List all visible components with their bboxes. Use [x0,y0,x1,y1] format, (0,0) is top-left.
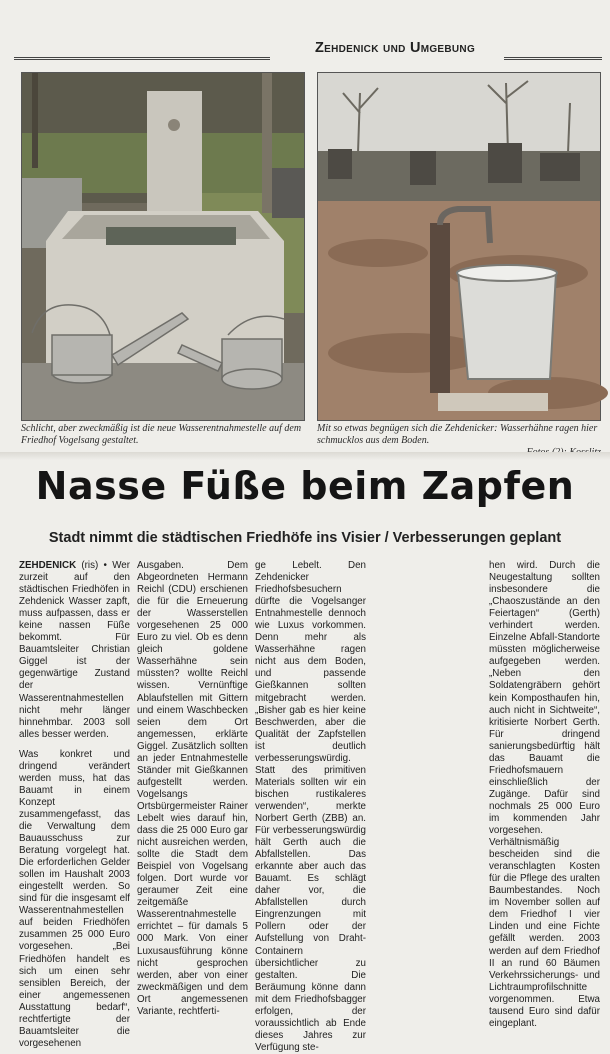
article-paragraph: hen wird. Durch die Neugestaltung sollten insbesondere die „Chaoszustände an den Feiertagen“ (Gerth) verhindert werden. Einzelne Abfall-Standorte müssten möglicherweise aufgegeben werden. „Neben den Soldatengräbern gehört kein Komposthaufen hin, auch nicht in Sichtweite“, kritisierte Norbert Gerth. Für dringend sanierungsbedürftig hält das Bauamt die Friedhofsmauern einschließlich der Zugänge. Dafür sind nochmals 25 000 Euro im kommenden Jahr vorgesehen. Verhältnismäßig bescheiden sind die veranschlagten Kosten für die Pflege des uralten Baumbestandes. Noch im November sollen auf dem Friedhof I vier Linden und eine Fichte gefällt werden. 2003 werden auf dem Friedhof II an rund 60 Bäumen Verkehrssicherungs- und Lichtraumprofilschnitte vorgenommen. Etwa tausend Euro sind dafür eingeplant. [489,560,600,1029]
photo-water-tap [317,72,601,421]
photo-water-basin [21,72,305,421]
article-text: • Wer zurzeit auf den städtischen Friedhöfen in Zehdenick Wasser zapft, muss aufpassen, dass er keine nassen Füße bekommt. Für Bauamtsleiter Christian Giggel ist der gegenwärtige Zustand der Wasserentnahmestellen nicht mehr länger hinnehmbar. 2003 soll alles besser werden. [19,560,130,740]
article-headline: Nasse Füße beim Zapfen [35,464,575,508]
photo-caption-right-text: Mit so etwas begnügen sich die Zehdenicker: Wasserhähne ragen hier schmucklos aus dem Boden. [317,423,598,446]
article-author: (ris) [81,560,99,571]
section-rule-right [504,57,602,60]
photo-caption-left: Schlicht, aber zweckmäßig ist die neue Wasserentnahmestelle auf dem Friedhof Vogelsang gestaltet. [21,423,302,446]
section-rule-left [14,57,270,60]
section-header [14,38,602,68]
article-column-1 [19,560,130,1049]
article-column-2 [137,560,248,1017]
article-subhead: Stadt nimmt die städtischen Friedhöfe ins Visier / Verbesserungen geplant [48,530,562,546]
article-dateline: ZEHDENICK [19,560,77,571]
article-paragraph: ge Lebelt. Den Zehdenicker Friedhofsbesuchern dürfte die Vogelsanger Entnahmestelle dennoch wie Luxus vorkommen. Denn mehr als Wasserhähne ragen nicht aus dem Boden, und passende Gießkannen sollten mitgebracht werden. „Bisher gab es hier keine Beschwerden, aber die Qualität der Zapfstellen ist deutlich verbesserungswürdig. Statt des primitiven Materials sollten wir ein bischen rustikaleres verwenden“, merkte Norbert Gerth (ZBB) an. Für verbesserungswürdig hält Gerth auch die Abfallstellen. Das erkannte aber auch das Bauamt. Es schlägt daher vor, die Abfallstellen durch Eingrenzungen mit Pollern oder der Aufstellung von Draht-Containern übersichtlicher zu gestalten. Die Beräumung könne dann mit dem Friedhofsbagger erfolgen, der voraussichtlich ab Ende dieses Jahres zur Verfügung ste- [255,560,366,1053]
article-column-4 [489,560,600,1029]
article-paragraph: Ausgaben. Dem Abgeordneten Hermann Reichl (CDU) erschienen die für die Erneuerung der Wasserstellen vorgesehenen 25 000 Euro zu viel. Ob es denn gleich goldene Wasserhähne sein müssten? wollte Reichl wissen. Vernünftige Ablaufstellen mit Gittern und einem Waschbecken seien dem Ort angemessen, erklärte Giggel. Zusätzlich sollten an jeder Entnahmestelle Ständer mit Gießkannen aufgestellt werden. Vogelsangs Ortsbürgermeister Rainer Lebelt wies darauf hin, dass die 25 000 Euro gar nicht ausreichen werden, sollte die Stadt dem Beispiel von Vogelsang folgen. Dort wurde vor geraumer Zeit eine zeitgemäße Wasserentnahmestelle errichtet – für damals 5 000 Mark. Von einer Luxusausführung könne nicht gesprochen werden, aber von einer zweckmäßigen und dem Ort angemessenen Variante, rechtferti- [137,560,248,1017]
article-paragraph [19,560,130,741]
paper-fold [0,452,610,460]
article-paragraph: Was konkret und dringend verändert werden muss, hat das Bauamt in einem Konzept zusammengefasst, das die Verwaltung dem Bauausschuss zur Beratung vorgelegt hat. Die erforderlichen Gelder sollen im Haushalt 2003 eingestellt werden. So sind für die insgesamt elf Wasserentnahmestellen auf beiden Friedhöfen zusammen 25 000 Euro vorgesehen. „Bei Friedhöfen handelt es sich um einen sehr sensiblen Bereich, der einer angemessenen Ausstattung bedarf“, rechtfertigte der Bauamtsleiter die vorgesehenen [19,748,130,1049]
article-column-3 [255,560,366,1053]
section-title: Zehdenick und Umgebung [314,40,476,56]
